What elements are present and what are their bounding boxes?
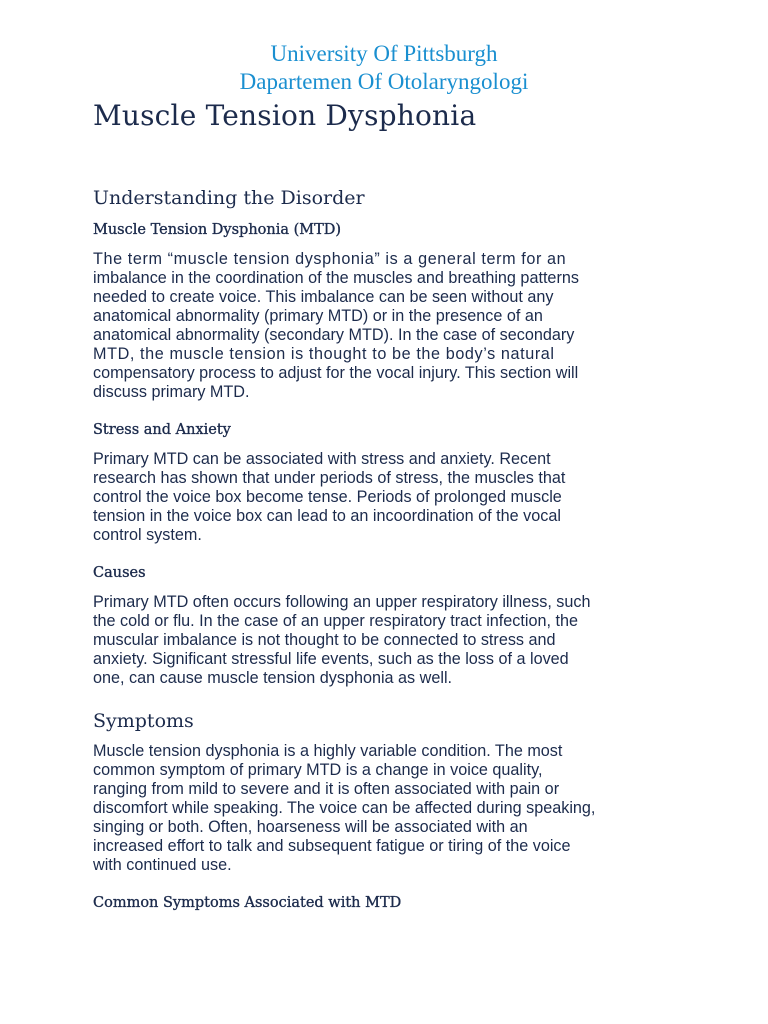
paragraph-line: common symptom of primary MTD is a change in voice quality,: [93, 761, 543, 779]
paragraph-line: anxiety. Significant stressful life events, such as the loss of a loved: [93, 650, 569, 668]
paragraph-line: control the voice box become tense. Periods of prolonged muscle: [93, 488, 562, 506]
section-heading-symptoms: Symptoms: [93, 710, 194, 732]
paragraph-symptoms: [93, 742, 683, 875]
subheading-causes: Causes: [93, 565, 146, 581]
paragraph-line: singing or both. Often, hoarseness will be associated with an: [93, 818, 528, 836]
paragraph-line: ranging from mild to severe and it is often associated with pain or: [93, 780, 560, 798]
paragraph-line: imbalance in the coordination of the muscles and breathing patterns: [93, 269, 579, 287]
paragraph-line: Primary MTD can be associated with stress and anxiety. Recent: [93, 450, 551, 468]
paragraph-mtd-definition: [93, 250, 683, 402]
paragraph-line: anatomical abnormality (secondary MTD). In the case of secondary: [93, 326, 575, 344]
subheading-common-symptoms: Common Symptoms Associated with MTD: [93, 895, 402, 911]
paragraph-line: with continued use.: [93, 856, 232, 874]
paragraph-line: research has shown that under periods of stress, the muscles that: [93, 469, 566, 487]
paragraph-line: tension in the voice box can lead to an incoordination of the vocal: [93, 507, 561, 525]
letterhead: [0, 40, 768, 96]
paragraph-line: The term “muscle tension dysphonia” is a general term for an: [93, 250, 567, 268]
department-name: Dapartemen Of Otolaryngologi: [239, 69, 529, 94]
paragraph-line: Primary MTD often occurs following an upper respiratory illness, such: [93, 593, 591, 611]
subheading-stress-anxiety: Stress and Anxiety: [93, 422, 231, 438]
paragraph-line: anatomical abnormality (primary MTD) or in the presence of an: [93, 307, 543, 325]
paragraph-line: discuss primary MTD.: [93, 383, 250, 401]
paragraph-line: the cold or flu. In the case of an upper respiratory tract infection, the: [93, 612, 578, 630]
paragraph-line: one, can cause muscle tension dysphonia as well.: [93, 669, 453, 687]
document-title: Muscle Tension Dysphonia: [93, 99, 477, 132]
document-body: [93, 98, 683, 913]
paragraph-stress-anxiety: [93, 450, 683, 545]
paragraph-line: Muscle tension dysphonia is a highly variable condition. The most: [93, 742, 563, 760]
paragraph-line: compensatory process to adjust for the vocal injury. This section will: [93, 364, 579, 382]
paragraph-line: muscular imbalance is not thought to be connected to stress and: [93, 631, 556, 649]
section-heading-understanding: Understanding the Disorder: [93, 187, 365, 209]
paragraph-line: MTD, the muscle tension is thought to be the body’s natural: [93, 345, 555, 363]
paragraph-line: discomfort while speaking. The voice can be affected during speaking,: [93, 799, 596, 817]
paragraph-causes: [93, 593, 683, 688]
subheading-mtd: Muscle Tension Dysphonia (MTD): [93, 222, 342, 238]
paragraph-line: increased effort to talk and subsequent fatigue or tiring of the voice: [93, 837, 571, 855]
paragraph-line: needed to create voice. This imbalance can be seen without any: [93, 288, 554, 306]
paragraph-line: control system.: [93, 526, 202, 544]
institution-name: University Of Pittsburgh: [270, 41, 498, 66]
